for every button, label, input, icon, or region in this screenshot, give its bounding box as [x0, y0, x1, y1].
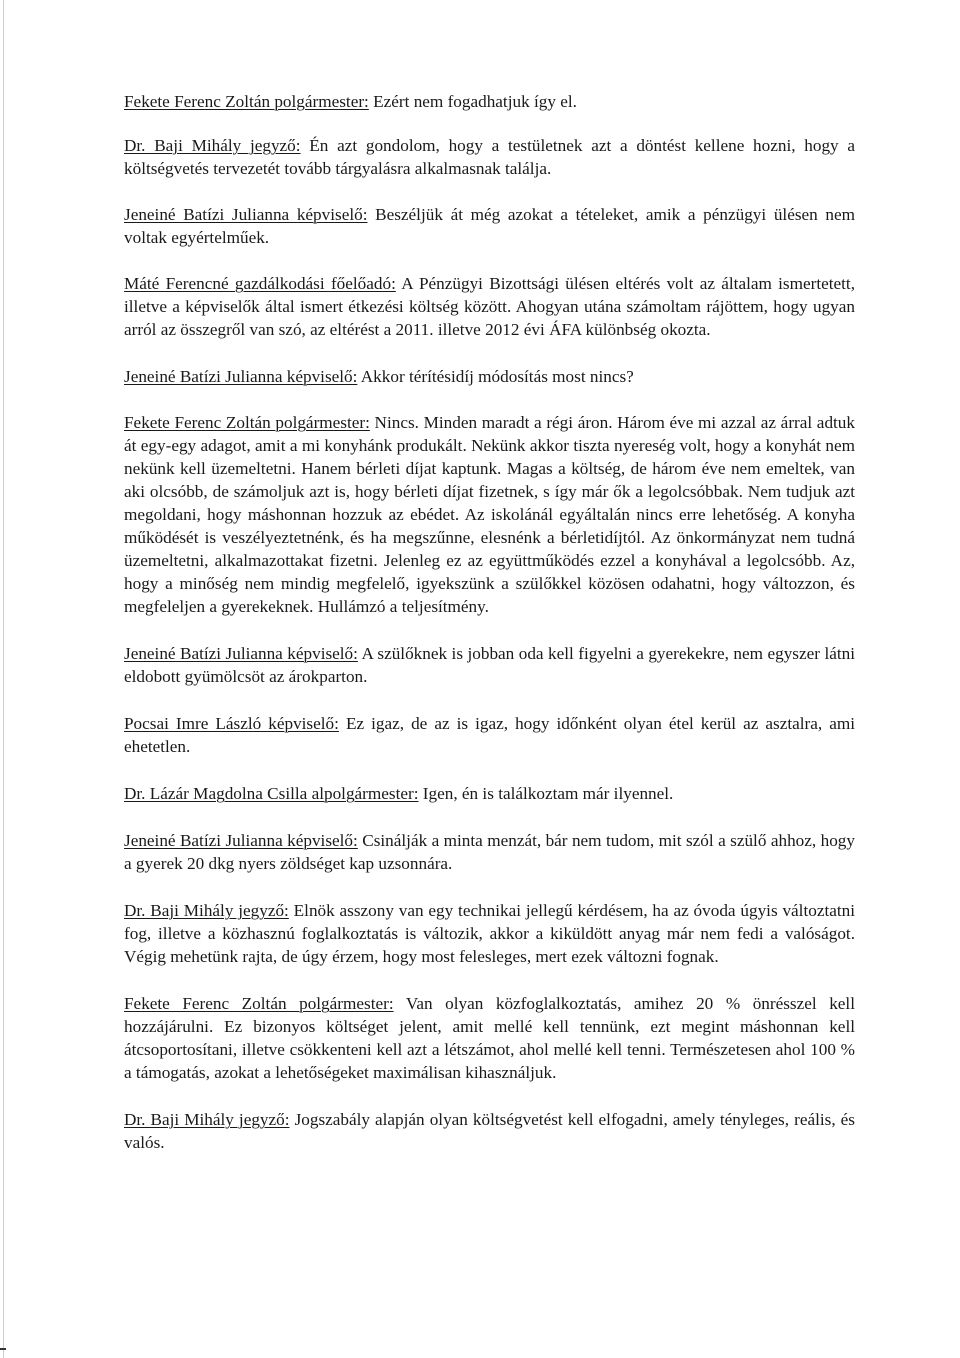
speaker-name: Jeneiné Batízi Julianna képviselő: — [124, 644, 358, 663]
paragraph-text: Nincs. Minden maradt a régi áron. Három éve mi azzal az árral adtuk át egy-egy adagot, amit a mi konyhánk produkált. Nekünk akkor tiszta nyereség volt, hogy a konyhát nem nekünk kell üzemeltetni. Hanem bérleti díjat kaptunk. Magas a költség, de három éve nem emeltek, van aki olcsóbb, de számoljuk azt is, hogy bérleti díjat fizetnek, s így már ők a legolcsóbbak. Nem tudjuk azt megoldani, hogy máshonnan hozzuk az ebédet. Az iskolánál egyáltalán nincs erre lehetőség. A konyha működését is veszélyeztetnénk, és ha megszűnne, elesnénk a bérletidíjtól. Az önkormányzat nem tudná üzemeltetni, alkalmazottakat fizetni. Jelenleg ez az együttműködés ezzel a konyhával a legolcsóbb. Az, hogy a minőség nem mindig megfelelő, igyekszünk a szülőkkel közösen odahatni, hogy változzon, és megfeleljen a gyerekeknek. Hullámzó a teljesítmény. — [124, 413, 855, 616]
speaker-name: Pocsai Imre László képviselő: — [124, 714, 339, 733]
speaker-name: Fekete Ferenc Zoltán polgármester: — [124, 413, 370, 432]
speaker-name: Dr. Baji Mihály jegyző: — [124, 136, 301, 155]
speaker-name: Fekete Ferenc Zoltán polgármester: — [124, 92, 369, 111]
paragraph-text: Ez igaz, de az is igaz, hogy időnként olyan étel kerül az asztalra, ami ehetetlen. — [124, 714, 855, 756]
paragraph-text: Én azt gondolom, hogy a testületnek azt a döntést kellene hozni, hogy a költségvetés tervezetét tovább tárgyalásra alkalmasnak találja. — [124, 136, 855, 178]
paragraph-text: Akkor térítésidíj módosítás most nincs? — [357, 367, 634, 386]
paragraph — [124, 899, 855, 968]
paragraph — [124, 365, 855, 388]
paragraph-text: Jogszabály alapján olyan költségvetést kell elfogadni, amely tényleges, reális, és valós. — [124, 1110, 855, 1152]
paragraph — [124, 272, 855, 341]
scan-corner-mark — [0, 1348, 6, 1350]
paragraph — [124, 712, 855, 758]
paragraph-text: Ezért nem fogadhatjuk így el. — [368, 92, 577, 111]
paragraph-text: A szülőknek is jobban oda kell figyelni a gyerekekre, nem egyszer látni eldobott gyümölcsöt az árokparton. — [124, 644, 855, 686]
speaker-name: Jeneiné Batízi Julianna képviselő: — [124, 205, 368, 224]
paragraph — [124, 134, 855, 180]
speaker-name: Dr. Baji Mihály jegyző: — [124, 901, 289, 920]
speaker-name: Dr. Baji Mihály jegyző: — [124, 1110, 290, 1129]
paragraph — [124, 203, 855, 249]
scan-edge-line — [3, 0, 4, 1358]
speaker-name: Jeneiné Batízi Julianna képviselő: — [124, 367, 358, 386]
paragraph-text: Beszéljük át még azokat a tételeket, amik a pénzügyi ülésen nem voltak egyértelműek. — [124, 205, 855, 247]
paragraph — [124, 992, 855, 1084]
speaker-name: Máté Ferencné gazdálkodási főelőadó: — [124, 274, 396, 293]
paragraph — [124, 829, 855, 875]
paragraph — [124, 782, 855, 805]
speaker-name: Fekete Ferenc Zoltán polgármester: — [124, 994, 394, 1013]
minutes-text — [124, 90, 855, 1181]
paragraph-text: Elnök asszony van egy technikai jellegű kérdésem, ha az óvoda úgyis változtatni fog, illetve a közhasznú foglalkoztatás is változik, akkor a kiküldött anyag már nem fedi a valóságot. Végig mehetünk rajta, de úgy érzem, hogy most felesleges, mert ezek változni fognak. — [124, 901, 855, 966]
speaker-name: Dr. Lázár Magdolna Csilla alpolgármester: — [124, 784, 419, 803]
paragraph-text: Van olyan közfoglalkoztatás, amihez 20 % önrésszel kell hozzájárulni. Ez bizonyos költséget jelent, amit mellé kell tennünk, ezt megint máshonnan kell átcsoportosítani, illetve csökkenteni kell azt a létszámot, ahol mellé kell tenni. Természetesen ahol 100 % a támogatás, azokat a lehetőségeket maximálisan kihasználjuk. — [124, 994, 855, 1082]
paragraph — [124, 1108, 855, 1154]
paragraph — [124, 642, 855, 688]
paragraph — [124, 90, 855, 113]
speaker-name: Jeneiné Batízi Julianna képviselő: — [124, 831, 358, 850]
paragraph-text: Igen, én is találkoztam már ilyennel. — [418, 784, 674, 803]
paragraph-text: A Pénzügyi Bizottsági ülésen eltérés volt az általam ismertetett, illetve a képviselők által ismert étkezési költség között. Ahogyan utána számoltam rájöttem, hogy ugyan arról az összegről van szó, az eltérést a 2011. illetve 2012 évi ÁFA különbség okozta. — [124, 274, 855, 339]
paragraph — [124, 411, 855, 618]
paragraph-text: Csinálják a minta menzát, bár nem tudom, mit szól a szülő ahhoz, hogy a gyerek 20 dkg nyers zöldséget kap uzsonnára. — [124, 831, 855, 873]
